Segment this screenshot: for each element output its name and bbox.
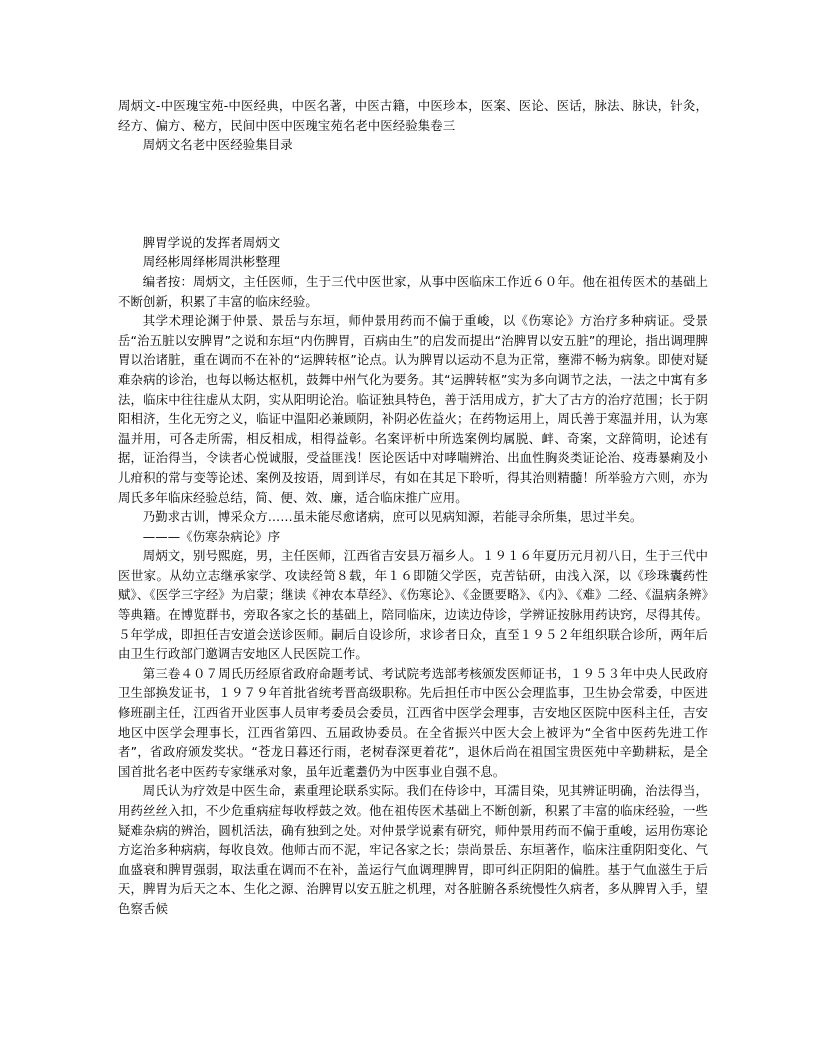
document-title-line: 周炳文-中医瑰宝苑-中医经典，中医名著，中医古籍，中医珍本，医案、医论、医话，脉法、脉诀，针灸，经方、偏方、秘方，民间中医中医瑰宝苑名老中医经验集卷三 bbox=[118, 98, 708, 133]
blank-spacer bbox=[118, 155, 708, 233]
paragraph-editor-note: 编者按：周炳文，主任医师，生于三代中医世家，从事中医临床工作近６０年。他在祖传医术的基础上不断创新，积累了丰富的临床经验。 bbox=[118, 273, 708, 309]
paragraph-biography: 周炳文，别号熙庭，男，主任医师，江西省吉安县万福乡人。１９１６年夏历元月初八日，生于三代中医世家。从幼立志继承家学、攻读经笥８载，年１６即随父学医，克苦钻研，由浅入深，以《珍珠囊药性赋》、《医学三字经》为启蒙；继读《神农本草经》、《伤寒论》、《金匮要略》、《内》、《难》二经、《温病条辨》等典籍。在博览群书，旁取各家之长的基础上，陪同临床，边读边侍诊，学辨证按脉用药诀窍，尽得其传。５年学成，即担任吉安道会送诊医师。嗣后自设诊所，求诊者日众，直至１９５２年组织联合诊所，两年后由卫生行政部门邀调吉安地区人民医院工作。 bbox=[118, 548, 708, 662]
paragraph-quote-source: ———《伤寒杂病论》序 bbox=[142, 528, 281, 544]
section-heading: 脾胃学说的发挥者周炳文 bbox=[142, 234, 281, 250]
document-subtitle-line: 周炳文名老中医经验集目录 bbox=[142, 137, 293, 153]
paragraph-credentials: 第三卷４０７周氏历经原省政府命题考试、考试院考选部考核颁发医师证书，１９５３年中央人民政府卫生部换发证书，１９７９年首批省统考晋高级职称。先后担任市中医公会理监事，卫生协会常委，中医进修班副主任，江西省开业医事人员审考委员会委员，江西省中医学会理事，吉安地区医院中医科主任，吉安地区中医学会理事长，江西省第四、五届政协委员。在全省振兴中医大会上被评为“全省中医药先进工作者”，省政府颁发奖状。“苍龙日暮还行雨，老树春深更着花”，退休后尚在祖国宝贵医苑中辛勤耕耘，是全国首批名老中医药专家继承对象，虽年近耄耋仍为中医事业自强不息。 bbox=[118, 665, 708, 779]
byline: 周经彬周绎彬周洪彬整理 bbox=[142, 254, 281, 270]
document-body bbox=[118, 96, 708, 919]
paragraph-academic-theory: 其学术理论渊于仲景、景岳与东垣，师仲景用药而不偏于重峻，以《伤寒论》方治疗多种病证。受景岳“治五脏以安脾胃”之说和东垣“内伤脾胃，百病由生”的启发而提出“治脾胃以安五脏”的理论，指出调理脾胃以治诸脏，重在调而不在补的“运脾转枢”论点。认为脾胃以运动不息为正常，壅滞不畅为病象。即使对疑难杂病的诊治，也每以畅达枢机，鼓舞中州气化为要务。其“运脾转枢”实为多向调节之法，一法之中寓有多法，临床中往往虚从太阴，实从阳明论治。临证独具特色，善于活用成方，扩大了古方的治疗范围；长于阴阳相济，生化无穷之义，临证中温阳必兼顾阴，补阴必佐益火；在药物运用上，周氏善于寒温并用，认为寒温并用，可各走所需，相反相成，相得益彰。名案评析中所选案例均属脱、衅、奇案，文辞简明，论述有据，证治得当，令读者心悦诚服，受益匪浅！医论医话中对哮喘辨治、出血性胸炎类证论治、疫毒暴痢及小儿疳积的常与变等论述、案例及按语，周到详尽，有如在其足下聆听，得其治则精髓！所举验方六则，亦为周氏多年临床经验总结，简、便、效、廉，适合临床推广应用。 bbox=[118, 313, 708, 505]
paragraph-quote: 乃勤求古训，博采众方……虽未能尽愈诸病，庶可以见病知源，若能寻余所集，思过半矣。 bbox=[142, 509, 643, 525]
paragraph-clinical-view: 周氏认为疗效是中医生命，素重理论联系实际。我们在侍诊中，耳濡目染，见其辨证明确，治法得当，用药丝丝入扣，不少危重病症每收桴鼓之效。他在祖传医术基础上不断创新，积累了丰富的临床经验，一些疑难杂病的辨治，圆机活法，确有独到之处。对仲景学说素有研究，师仲景用药而不偏于重峻，运用伤寒论方迄治多种病病，每收良效。他师古而不泥，牢记各家之长；崇尚景岳、东垣著作，临床注重阴阳变化、气血盛衰和脾胃强弱，取法重在调而不在补，盖运行气血调理脾胃，即可纠正阴阳的偏胜。基于气血滋生于后天，脾胃为后天之本、生化之源、治脾胃以安五脏之机理，对各脏腑各系统慢性久病者，多从脾胃入手，望色察舌候 bbox=[118, 783, 708, 916]
